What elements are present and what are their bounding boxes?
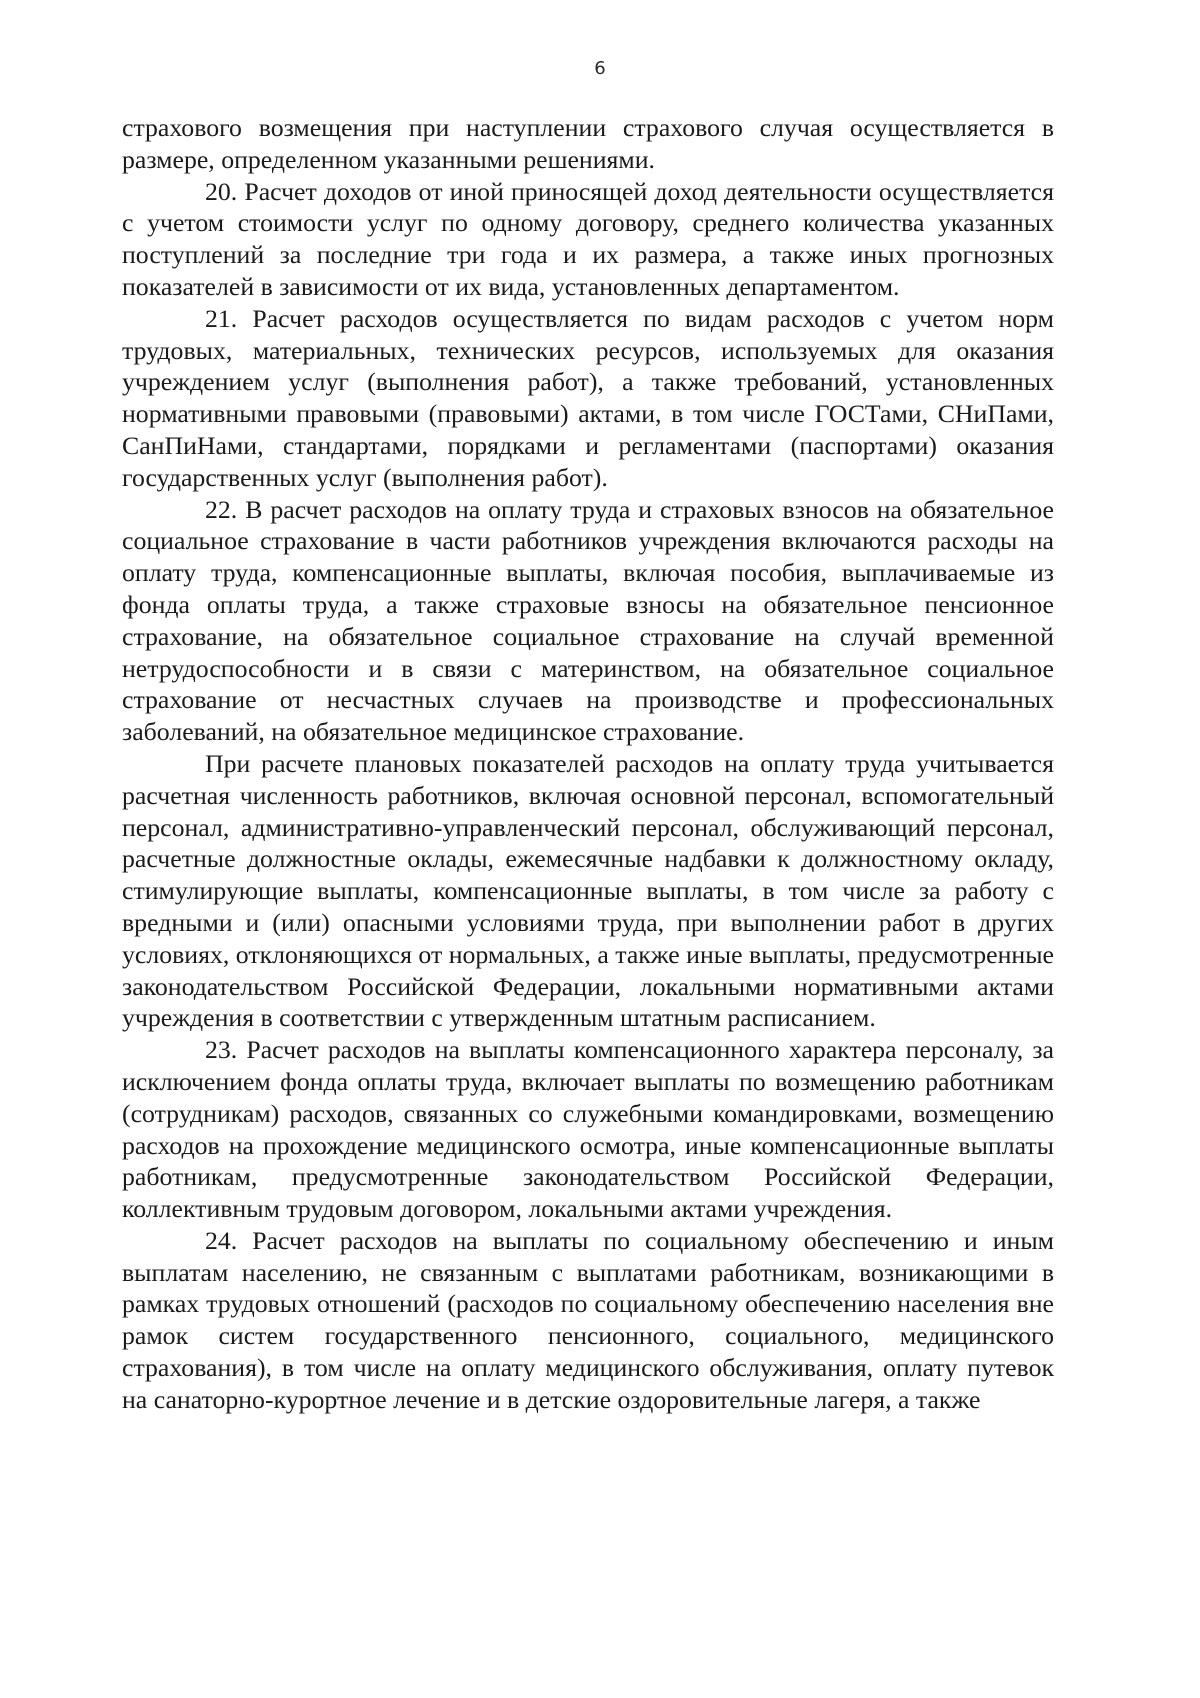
document-body	[122, 112, 1054, 1416]
paragraph-22: 22. В расчет расходов на оплату труда и страховых взносов на обязательное социальное страхование в части работников учреждения включаются расходы на оплату труда, компенсационные выплаты, включая пособия, выплачиваемые из фонда оплаты труда, а также страховые взносы на обязательное пенсионное страхование, на обязательное социальное страхование на случай временной нетрудоспособности и в связи с материнством, на обязательное социальное страхование от несчастных случаев на производстве и профессиональных заболеваний, на обязательное медицинское страхование.	[122, 494, 1054, 747]
paragraph-20: 20. Расчет доходов от иной приносящей доход деятельности осуществляется с учетом стоимости услуг по одному договору, среднего количества указанных поступлений за последние три года и их размера, а также иных прогнозных показателей в зависимости от их вида, установленных департаментом.	[122, 176, 1054, 301]
paragraph-21: 21. Расчет расходов осуществляется по видам расходов с учетом норм трудовых, материальных, технических ресурсов, используемых для оказания учреждением услуг (выполнения работ), а также требований, установленных нормативными правовыми (правовыми) актами, в том числе ГОСТами, СНиПами, СанПиНами, стандартами, порядками и регламентами (паспортами) оказания государственных услуг (выполнения работ).	[122, 303, 1054, 492]
paragraph-24: 24. Расчет расходов на выплаты по социальному обеспечению и иным выплатам населению, не связанным с выплатами работникам, возникающими в рамках трудовых отношений (расходов по социальному обеспечению населения вне рамок систем государственного пенсионного, социального, медицинского страхования), в том числе на оплату медицинского обслуживания, оплату путевок на санаторно-курортное лечение и в детские оздоровительные лагеря, а также	[122, 1225, 1054, 1414]
paragraph-22-continued: При расчете плановых показателей расходов на оплату труда учитывается расчетная численность работников, включая основной персонал, вспомогательный персонал, административно-управленческий персонал, обслуживающий персонал, расчетные должностные оклады, ежемесячные надбавки к должностному окладу, стимулирующие выплаты, компенсационные выплаты, в том числе за работу с вредными и (или) опасными условиями труда, при выполнении работ в других условиях, отклоняющихся от нормальных, а также иные выплаты, предусмотренные законодательством Российской Федерации, локальными нормативными актами учреждения в соответствии с утвержденным штатным расписанием.	[122, 748, 1055, 1033]
page-number: 6	[594, 58, 606, 79]
paragraph-23: 23. Расчет расходов на выплаты компенсационного характера персоналу, за исключением фонда оплаты труда, включает выплаты по возмещению работникам (сотрудникам) расходов, связанных со служебными командировками, возмещению расходов на прохождение медицинского осмотра, иные компенсационные выплаты работникам, предусмотренные законодательством Российской Федерации, коллективным трудовым договором, локальными актами учреждения.	[122, 1035, 1054, 1224]
paragraph-continued: страхового возмещения при наступлении страхового случая осуществляется в размере, определенном указанными решениями.	[122, 113, 1054, 174]
